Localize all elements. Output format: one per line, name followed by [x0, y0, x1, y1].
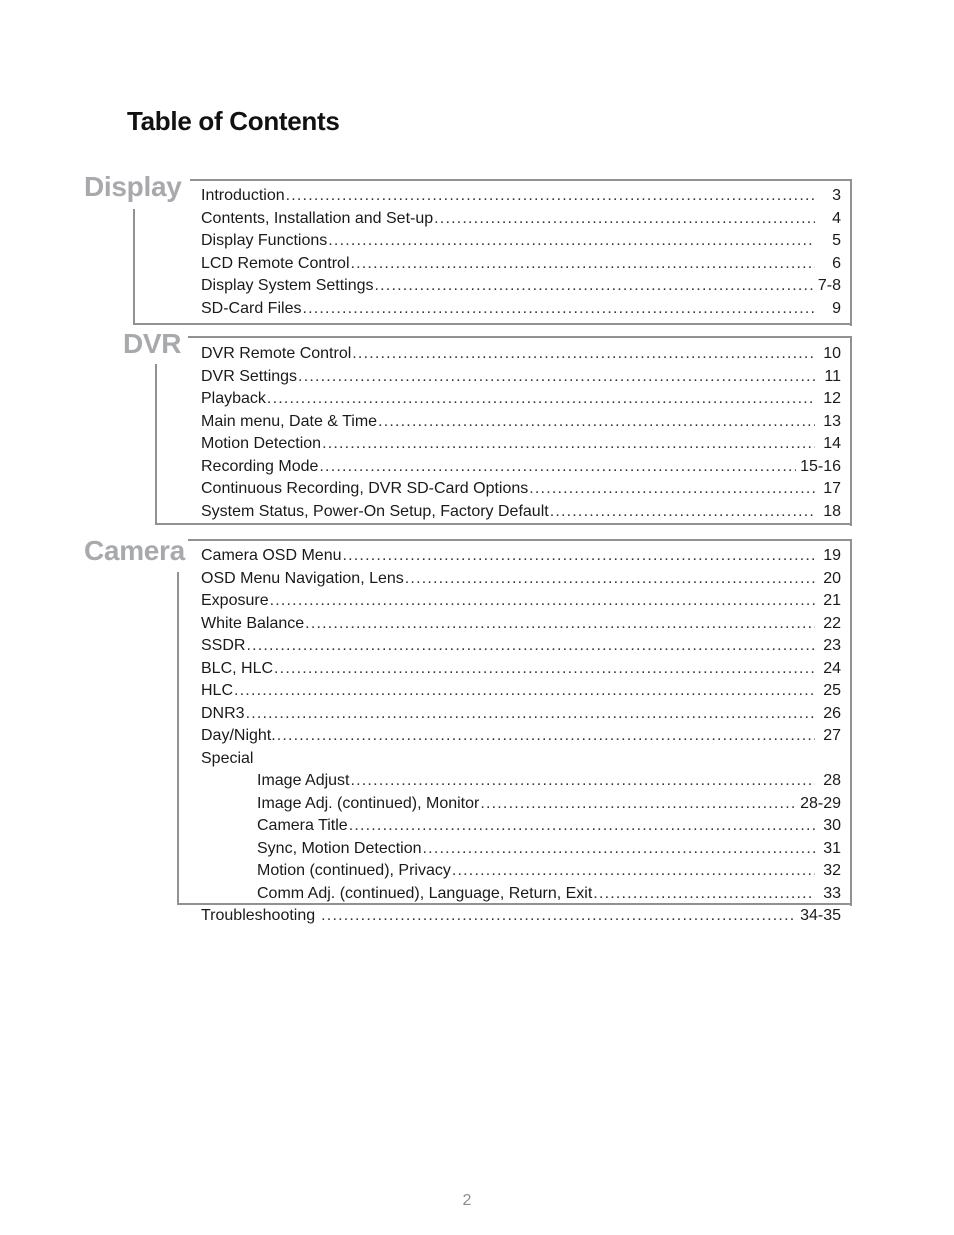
dot-leader — [349, 815, 815, 838]
camera-entries — [201, 545, 841, 905]
entry-label: Sync, Motion Detection — [257, 839, 422, 857]
entry-page: 34-35 — [800, 907, 841, 924]
toc-subentry[interactable] — [201, 770, 841, 793]
toc-entry[interactable] — [201, 275, 841, 298]
entry-page: 28 — [823, 772, 841, 789]
section-label-dvr: DVR — [123, 328, 182, 359]
page-number: 2 — [462, 1192, 472, 1209]
entry-label: Display Functions — [201, 232, 328, 249]
entry-page: 33 — [823, 884, 841, 902]
dot-leader — [529, 478, 815, 501]
toc-entry[interactable] — [201, 568, 841, 591]
entry-label: DVR Settings — [201, 367, 298, 385]
entry-label: Image Adjust — [257, 772, 350, 789]
troubleshooting-entries — [201, 905, 841, 928]
entry-page: 19 — [823, 547, 841, 564]
entry-page: 20 — [823, 569, 841, 587]
entry-label: DVR Remote Control — [201, 345, 352, 362]
section-label-display: Display — [84, 171, 182, 202]
entry-label: Contents, Installation and Set-up — [201, 209, 434, 227]
entry-page: 17 — [823, 480, 841, 497]
dot-leader — [405, 568, 815, 591]
entry-label: Recording Mode — [201, 457, 319, 475]
entry-page: 6 — [832, 254, 841, 272]
dot-leader — [423, 838, 815, 861]
entry-page: 9 — [832, 299, 841, 317]
entry-page: 18 — [823, 502, 841, 520]
entry-label: OSD Menu Navigation, Lens — [201, 569, 404, 587]
entry-label: BLC, HLC — [201, 659, 274, 677]
entry-page: 5 — [832, 232, 841, 249]
entry-label: System Status, Power-On Setup, Factory Default — [201, 502, 549, 520]
entry-label: Troubleshooting — [201, 907, 316, 924]
dot-leader — [375, 275, 814, 298]
dot-leader — [246, 635, 815, 658]
entry-page: 25 — [823, 682, 841, 699]
dot-leader — [305, 613, 815, 636]
dot-leader — [378, 411, 815, 434]
dvr-box-bottom — [155, 523, 852, 525]
toc-subentry[interactable] — [201, 838, 841, 861]
toc-entry[interactable] — [201, 298, 841, 321]
entry-label: SD-Card Files — [201, 299, 302, 317]
entry-page: 24 — [823, 659, 841, 677]
entry-page: 21 — [823, 592, 841, 609]
entry-page: 11 — [824, 367, 841, 385]
toc-subentry[interactable] — [201, 860, 841, 883]
dot-leader — [434, 208, 815, 231]
display-box-bottom — [133, 323, 852, 325]
toc-entry[interactable] — [201, 635, 841, 658]
entry-page: 23 — [823, 637, 841, 654]
toc-entry[interactable] — [201, 658, 841, 681]
entry-label: Display System Settings — [201, 277, 374, 294]
toc-entry[interactable] — [201, 433, 841, 456]
toc-entry[interactable] — [201, 501, 841, 524]
toc-entry[interactable] — [201, 208, 841, 231]
dot-leader — [270, 590, 815, 613]
toc-entry[interactable] — [201, 343, 841, 366]
page-title: Table of Contents — [127, 106, 340, 136]
dot-leader — [550, 501, 815, 524]
dot-leader — [351, 770, 816, 793]
entry-page: 31 — [823, 839, 841, 857]
dvr-box-left — [155, 364, 157, 525]
entry-label: LCD Remote Control — [201, 254, 350, 272]
toc-entry[interactable] — [201, 613, 841, 636]
entry-page: 22 — [823, 614, 841, 632]
entry-label: HLC — [201, 682, 234, 699]
dot-leader — [302, 298, 815, 321]
dot-leader — [351, 253, 816, 276]
entry-label: Introduction — [201, 187, 285, 204]
entry-label: Camera OSD Menu — [201, 547, 342, 564]
entry-label: Continuous Recording, DVR SD-Card Options — [201, 480, 529, 497]
dot-leader — [328, 230, 815, 253]
entry-label: Motion (continued), Privacy — [257, 862, 451, 879]
entry-page: 26 — [823, 704, 841, 722]
entry-page: 13 — [823, 412, 841, 430]
toc-entry[interactable] — [201, 725, 841, 748]
section-label-camera: Camera — [84, 535, 185, 566]
toc-entry[interactable] — [201, 366, 841, 389]
entry-page: 28-29 — [800, 794, 841, 812]
entry-label: Camera Title — [257, 817, 348, 834]
toc-entry[interactable] — [201, 185, 841, 208]
dot-leader — [267, 388, 815, 411]
dot-leader — [452, 860, 815, 883]
display-box-left — [133, 209, 135, 325]
dot-leader — [277, 725, 815, 748]
dot-leader — [321, 905, 796, 928]
entry-label: White Balance — [201, 614, 305, 632]
toc-entry[interactable] — [201, 545, 841, 568]
entry-page: 32 — [823, 862, 841, 879]
entry-label: Day/Night. — [201, 727, 276, 744]
entry-page: 30 — [823, 817, 841, 834]
toc-subentry[interactable] — [201, 883, 841, 906]
dot-leader — [593, 883, 815, 906]
toc-entry-troubleshooting[interactable] — [201, 905, 841, 928]
dot-leader — [480, 793, 796, 816]
display-entries — [201, 185, 841, 320]
toc-entry[interactable] — [201, 253, 841, 276]
dot-leader — [319, 456, 796, 479]
toc-entry[interactable] — [201, 456, 841, 479]
entry-label: DNR3 — [201, 704, 245, 722]
entry-label: Image Adj. (continued), Monitor — [257, 794, 480, 812]
entry-page: 27 — [823, 727, 841, 744]
dot-leader — [322, 433, 815, 456]
dot-leader — [352, 343, 815, 366]
entry-page: 3 — [832, 187, 841, 204]
toc-entry[interactable] — [201, 388, 841, 411]
entry-page: 7-8 — [817, 277, 841, 294]
toc-subheading-special[interactable] — [201, 748, 841, 771]
dot-leader — [234, 680, 815, 703]
dot-leader — [343, 545, 816, 568]
entry-page: 15-16 — [800, 457, 841, 475]
entry-label: Exposure — [201, 592, 269, 609]
entry-label: Main menu, Date & Time — [201, 412, 378, 430]
entry-label: Playback — [201, 390, 266, 407]
toc-entry[interactable] — [201, 230, 841, 253]
toc-entry[interactable] — [201, 703, 841, 726]
dot-leader — [298, 366, 815, 389]
toc-subentry[interactable] — [201, 793, 841, 816]
entry-label: SSDR — [201, 637, 246, 654]
camera-box-left — [177, 572, 179, 905]
dot-leader — [274, 658, 815, 681]
dot-leader — [246, 703, 815, 726]
dvr-entries — [201, 343, 841, 523]
entry-label: Special — [201, 749, 254, 767]
entry-page: 4 — [832, 209, 841, 227]
entry-page: 10 — [823, 345, 841, 362]
entry-page: 14 — [823, 435, 841, 452]
entry-label: Comm Adj. (continued), Language, Return, Exit — [257, 884, 593, 902]
toc-subentry[interactable] — [201, 815, 841, 838]
entry-page: 12 — [823, 390, 841, 407]
entry-label: Motion Detection — [201, 435, 322, 452]
toc-entry[interactable] — [201, 680, 841, 703]
toc-entry[interactable] — [201, 590, 841, 613]
toc-entry[interactable] — [201, 478, 841, 501]
toc-entry[interactable] — [201, 411, 841, 434]
dot-leader — [286, 185, 815, 208]
